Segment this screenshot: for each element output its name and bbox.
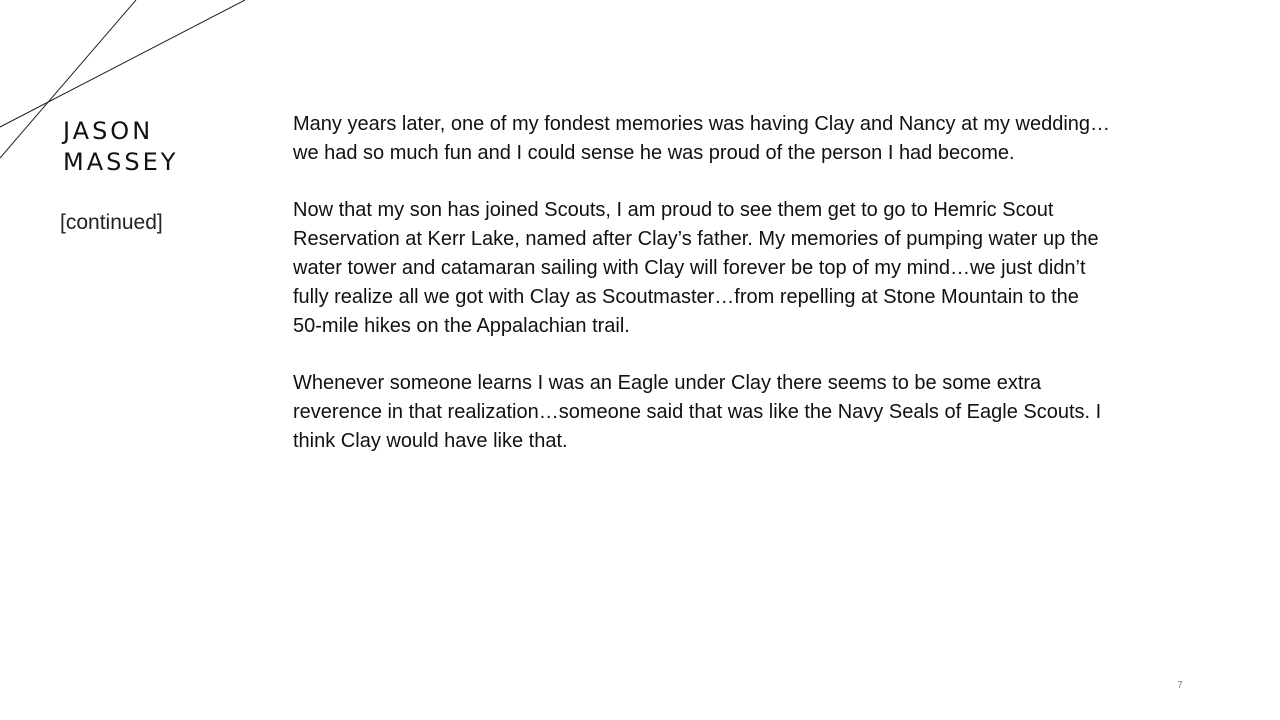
slide-subtitle: [continued] [60,211,163,234]
slide-body [293,110,1113,484]
body-paragraph: Many years later, one of my fondest memories was having Clay and Nancy at my wedding…we had so much fun and I could sense he was proud of the person I had become. [293,113,1111,164]
decorative-line-shallow [0,0,245,127]
body-paragraph: Whenever someone learns I was an Eagle under Clay there seems to be some extra reverence in that realization…someone said that was like the Navy Seals of Eagle Scouts. I think Clay would have like that. [293,372,1102,452]
slide-title-line-1: JASON [63,117,154,145]
slide-title [63,116,178,178]
slide-title-line-2: MASSEY [63,148,179,176]
body-paragraph: Now that my son has joined Scouts, I am proud to see them get to go to Hemric Scout Reservation at Kerr Lake, named after Clay’s father. My memories of pumping water up the water tower and catamaran sailing with Clay will forever be top of my mind…we just didn’t fully realize all we got with Clay as Scoutmaster…from repelling at Stone Mountain to the 50-mile hikes on the Appalachian trail. [293,199,1099,337]
page-number: 7 [1177,680,1183,691]
